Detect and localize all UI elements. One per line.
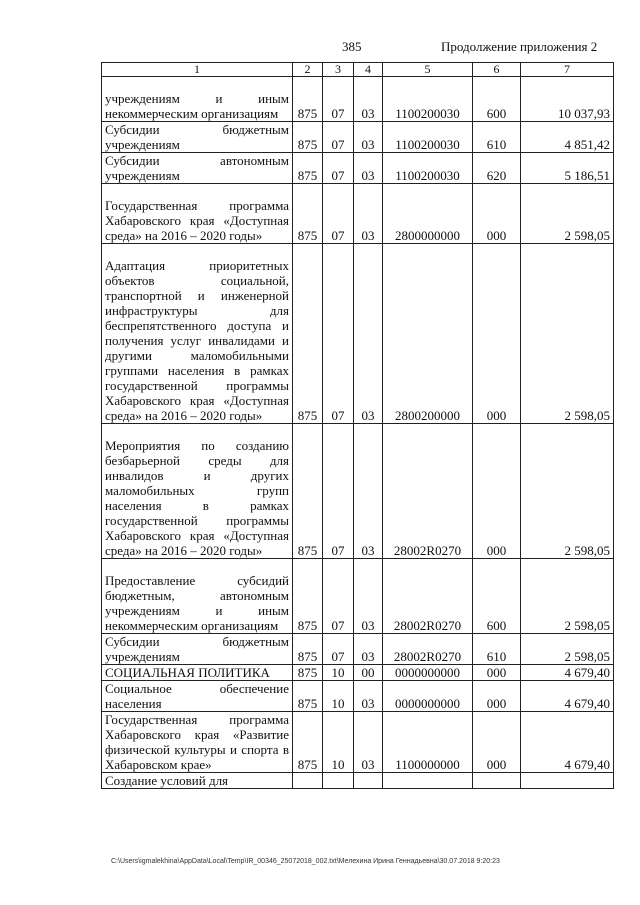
expense-kind-cell: 000 bbox=[473, 184, 521, 244]
table-row bbox=[102, 77, 614, 122]
section-cell: 07 bbox=[323, 122, 354, 153]
subsection-cell: 03 bbox=[354, 244, 383, 424]
table-row bbox=[102, 681, 614, 712]
section-cell: 07 bbox=[323, 153, 354, 184]
expense-kind-cell: 000 bbox=[473, 424, 521, 559]
row-name-cell: Социальное обеспечение населения bbox=[102, 681, 293, 712]
ministry-code-cell: 875 bbox=[293, 122, 323, 153]
amount-cell: 2 598,05 bbox=[521, 634, 614, 665]
target-article-cell: 0000000000 bbox=[383, 665, 473, 681]
expense-kind-cell: 600 bbox=[473, 77, 521, 122]
table-row bbox=[102, 244, 614, 424]
subsection-cell: 03 bbox=[354, 77, 383, 122]
table-row bbox=[102, 634, 614, 665]
amount-cell: 2 598,05 bbox=[521, 424, 614, 559]
target-article-cell: 28002R0270 bbox=[383, 634, 473, 665]
expense-kind-cell: 000 bbox=[473, 665, 521, 681]
expense-kind-cell: 610 bbox=[473, 122, 521, 153]
subsection-cell: 03 bbox=[354, 122, 383, 153]
row-name-cell: Государственная программа Хабаровского края «Развитие физической культуры и спорта в Хабаровском крае» bbox=[102, 712, 293, 773]
section-cell: 07 bbox=[323, 244, 354, 424]
amount-cell: 4 851,42 bbox=[521, 122, 614, 153]
table-header-row bbox=[102, 63, 614, 77]
section-cell: 07 bbox=[323, 184, 354, 244]
continuation-title: Продолжение приложения 2 bbox=[441, 39, 598, 54]
expense-kind-cell: 600 bbox=[473, 559, 521, 634]
column-header: 5 bbox=[383, 63, 473, 77]
section-cell: 10 bbox=[323, 681, 354, 712]
amount-cell: 2 598,05 bbox=[521, 184, 614, 244]
target-article-cell: 28002R0270 bbox=[383, 424, 473, 559]
page-number: 385 bbox=[342, 39, 362, 54]
column-header: 3 bbox=[323, 63, 354, 77]
table-row bbox=[102, 424, 614, 559]
column-header: 2 bbox=[293, 63, 323, 77]
amount-cell: 2 598,05 bbox=[521, 559, 614, 634]
ministry-code-cell: 875 bbox=[293, 665, 323, 681]
target-article-cell: 0000000000 bbox=[383, 681, 473, 712]
budget-table bbox=[101, 62, 614, 789]
section-cell bbox=[323, 773, 354, 789]
target-article-cell: 1100000000 bbox=[383, 712, 473, 773]
table-row bbox=[102, 153, 614, 184]
amount-cell: 4 679,40 bbox=[521, 712, 614, 773]
target-article-cell: 2800200000 bbox=[383, 244, 473, 424]
column-header: 4 bbox=[354, 63, 383, 77]
section-cell: 07 bbox=[323, 77, 354, 122]
subsection-cell: 03 bbox=[354, 559, 383, 634]
amount-cell: 4 679,40 bbox=[521, 665, 614, 681]
target-article-cell: 28002R0270 bbox=[383, 559, 473, 634]
row-name-cell: Субсидии бюджетным учреждениям bbox=[102, 634, 293, 665]
target-article-cell: 1100200030 bbox=[383, 122, 473, 153]
amount-cell: 5 186,51 bbox=[521, 153, 614, 184]
section-cell: 10 bbox=[323, 665, 354, 681]
subsection-cell: 03 bbox=[354, 634, 383, 665]
subsection-cell: 03 bbox=[354, 153, 383, 184]
target-article-cell: 1100200030 bbox=[383, 153, 473, 184]
table-row bbox=[102, 712, 614, 773]
amount-cell: 2 598,05 bbox=[521, 244, 614, 424]
ministry-code-cell: 875 bbox=[293, 559, 323, 634]
amount-cell: 10 037,93 bbox=[521, 77, 614, 122]
section-cell: 07 bbox=[323, 634, 354, 665]
section-cell: 10 bbox=[323, 712, 354, 773]
ministry-code-cell: 875 bbox=[293, 634, 323, 665]
ministry-code-cell: 875 bbox=[293, 77, 323, 122]
row-name-cell: Создание условий для bbox=[102, 773, 293, 789]
ministry-code-cell: 875 bbox=[293, 153, 323, 184]
expense-kind-cell bbox=[473, 773, 521, 789]
row-name-cell: Адаптация приоритетных объектов социальной, транспортной и инженерной инфраструктуры для беспрепятственного доступа и получения услуг инвалидами и другими маломобильными группами населения в рамках государственной программы Хабаровского края «Доступная среда» на 2016 – 2020 годы» bbox=[102, 244, 293, 424]
subsection-cell bbox=[354, 773, 383, 789]
ministry-code-cell: 875 bbox=[293, 184, 323, 244]
column-header: 7 bbox=[521, 63, 614, 77]
expense-kind-cell: 610 bbox=[473, 634, 521, 665]
expense-kind-cell: 620 bbox=[473, 153, 521, 184]
table-row bbox=[102, 559, 614, 634]
row-name-cell: Субсидии бюджетным учреждениям bbox=[102, 122, 293, 153]
row-name-cell: Государственная программа Хабаровского края «Доступная среда» на 2016 – 2020 годы» bbox=[102, 184, 293, 244]
row-name-cell: Субсидии автономным учреждениям bbox=[102, 153, 293, 184]
expense-kind-cell: 000 bbox=[473, 244, 521, 424]
target-article-cell: 2800000000 bbox=[383, 184, 473, 244]
column-header: 1 bbox=[102, 63, 293, 77]
ministry-code-cell: 875 bbox=[293, 424, 323, 559]
table-row bbox=[102, 122, 614, 153]
row-name-cell: Предоставление субсидий бюджетным, автономным учреждениям и иным некоммерческим организациям bbox=[102, 559, 293, 634]
ministry-code-cell: 875 bbox=[293, 681, 323, 712]
amount-cell bbox=[521, 773, 614, 789]
subsection-cell: 03 bbox=[354, 712, 383, 773]
subsection-cell: 03 bbox=[354, 184, 383, 244]
ministry-code-cell: 875 bbox=[293, 712, 323, 773]
target-article-cell bbox=[383, 773, 473, 789]
row-name-cell: СОЦИАЛЬНАЯ ПОЛИТИКА bbox=[102, 665, 293, 681]
section-cell: 07 bbox=[323, 424, 354, 559]
table-row bbox=[102, 665, 614, 681]
subsection-cell: 00 bbox=[354, 665, 383, 681]
row-name-cell: Мероприятия по созданию безбарьерной среды для инвалидов и других маломобильных групп населения в рамках государственной программы Хабаровского края «Доступная среда» на 2016 – 2020 годы» bbox=[102, 424, 293, 559]
expense-kind-cell: 000 bbox=[473, 712, 521, 773]
subsection-cell: 03 bbox=[354, 681, 383, 712]
ministry-code-cell bbox=[293, 773, 323, 789]
ministry-code-cell: 875 bbox=[293, 244, 323, 424]
table-row bbox=[102, 773, 614, 789]
file-path-footer: C:\Users\igmalekhina\AppData\Local\Temp\IR_00346_25072018_002.txt\Мелехина Ирина Геннадьевна\30.07.2018 9:20:23 bbox=[111, 858, 500, 865]
table-row bbox=[102, 184, 614, 244]
column-header: 6 bbox=[473, 63, 521, 77]
amount-cell: 4 679,40 bbox=[521, 681, 614, 712]
expense-kind-cell: 000 bbox=[473, 681, 521, 712]
section-cell: 07 bbox=[323, 559, 354, 634]
row-name-cell: учреждениям и иным некоммерческим организациям bbox=[102, 77, 293, 122]
target-article-cell: 1100200030 bbox=[383, 77, 473, 122]
subsection-cell: 03 bbox=[354, 424, 383, 559]
